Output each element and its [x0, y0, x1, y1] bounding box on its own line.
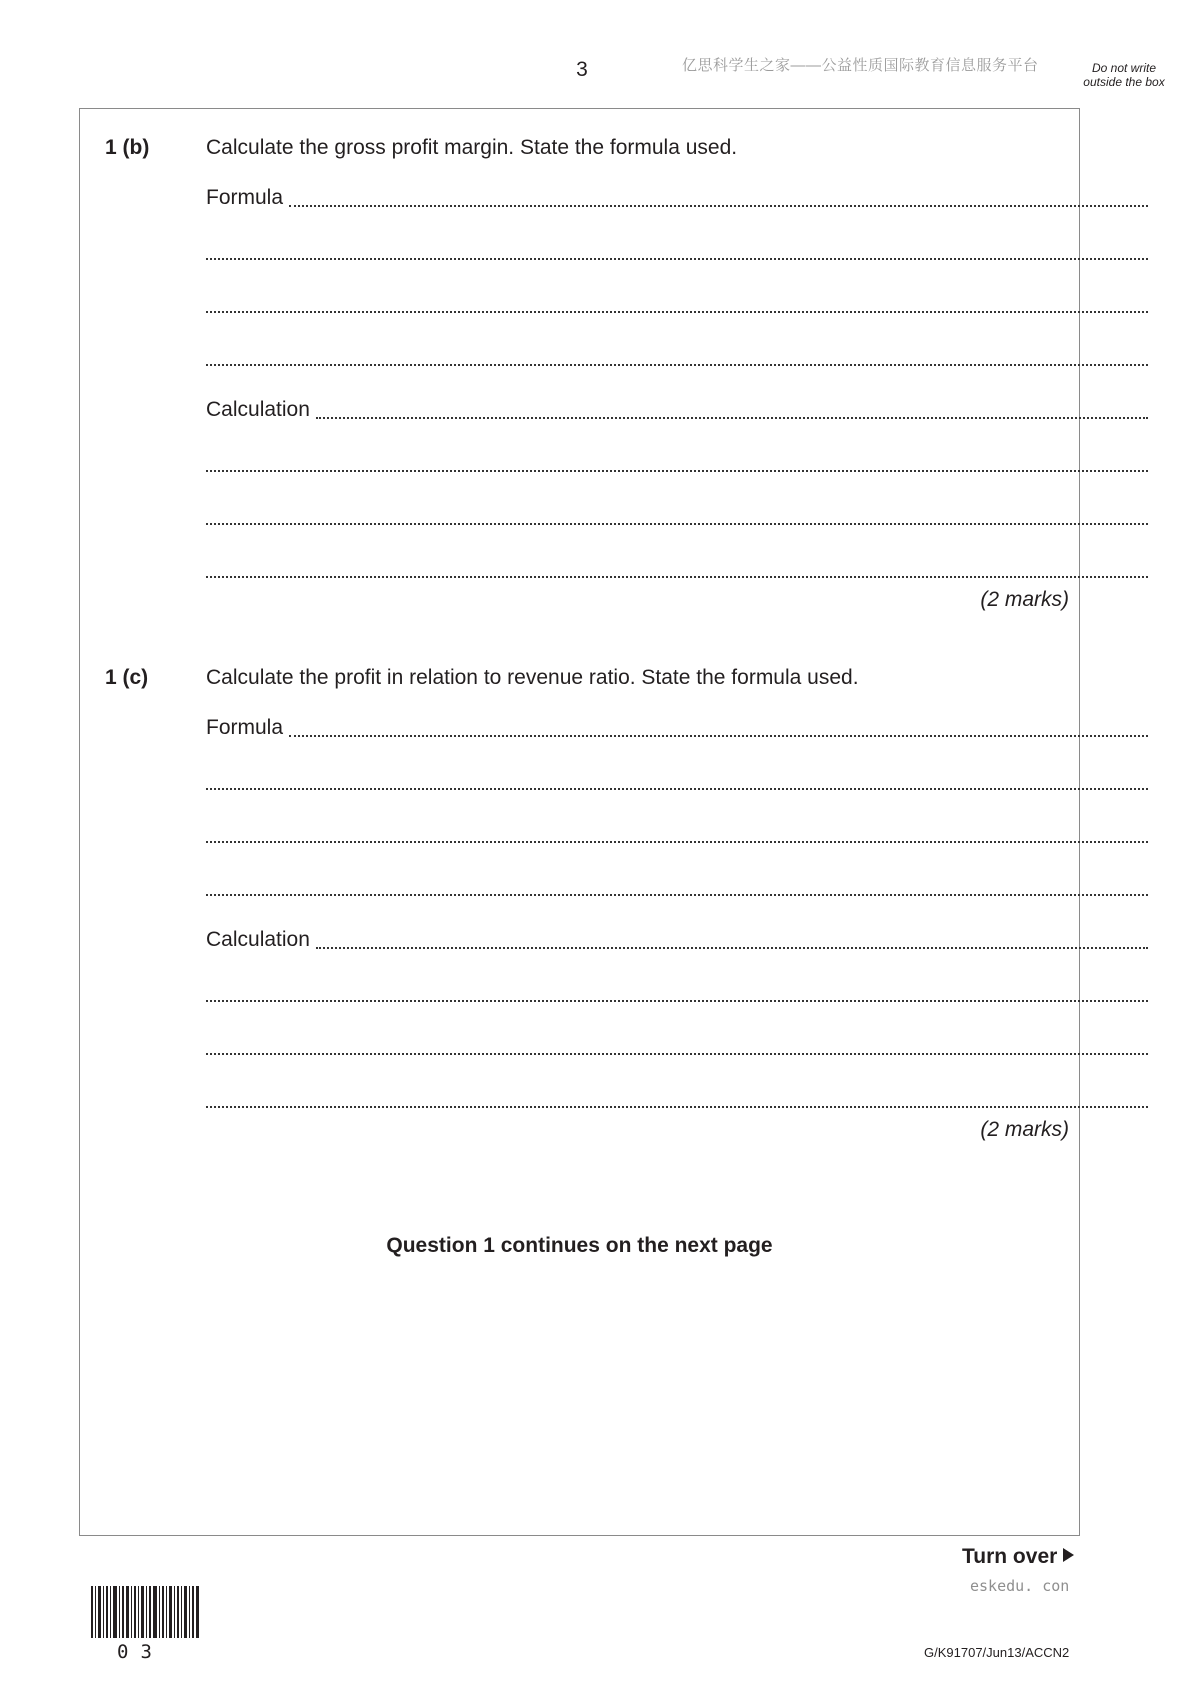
answer-line[interactable]: [206, 557, 1148, 581]
dotted-line: [206, 768, 1148, 790]
calculation-label: Calculation: [206, 398, 310, 421]
answer-line[interactable]: [206, 1034, 1148, 1058]
page-number: 3: [576, 58, 588, 81]
calculation-answer-line[interactable]: [206, 928, 1148, 952]
formula-answer-line[interactable]: [206, 716, 1148, 740]
question-number: 1 (c): [105, 666, 149, 689]
dotted-line: [289, 185, 1148, 207]
dotted-line: [206, 874, 1148, 896]
barcode-digits: 03: [117, 1641, 164, 1663]
answer-line[interactable]: [206, 345, 1148, 369]
answer-box: [79, 108, 1080, 1536]
marks-label: (2 marks): [980, 1118, 1069, 1141]
dotted-line: [289, 715, 1148, 737]
calculation-label: Calculation: [206, 928, 310, 951]
dotted-line: [206, 821, 1148, 843]
answer-line[interactable]: [206, 292, 1148, 316]
formula-label: Formula: [206, 186, 284, 209]
turn-over-text: Turn over: [962, 1545, 1058, 1568]
site-mark: eskedu. con: [970, 1577, 1070, 1595]
paper-code: G/K91707/Jun13/ACCN2: [924, 1645, 1070, 1660]
barcode-icon: [91, 1586, 199, 1638]
dotted-line: [206, 503, 1148, 525]
turn-over-label: [962, 1545, 1074, 1569]
question-text: Calculate the profit in relation to revenue ratio. State the formula used.: [206, 666, 859, 689]
dotted-line: [316, 397, 1148, 419]
question-number: 1 (b): [105, 136, 150, 159]
dotted-line: [206, 1033, 1148, 1055]
continues-notice: Question 1 continues on the next page: [386, 1234, 773, 1257]
formula-answer-line[interactable]: [206, 186, 1148, 210]
marks-label: (2 marks): [980, 588, 1069, 611]
watermark-text: 亿思科学生之家——公益性质国际教育信息服务平台: [682, 57, 1039, 74]
answer-line[interactable]: [206, 822, 1148, 846]
dotted-line: [206, 1086, 1148, 1108]
answer-line[interactable]: [206, 1087, 1148, 1111]
dotted-line: [206, 344, 1148, 366]
dotted-line: [206, 450, 1148, 472]
answer-line[interactable]: [206, 769, 1148, 793]
answer-line[interactable]: [206, 451, 1148, 475]
dotted-line: [206, 556, 1148, 578]
calculation-answer-line[interactable]: [206, 398, 1148, 422]
question-text: Calculate the gross profit margin. State the formula used.: [206, 136, 738, 159]
answer-line[interactable]: [206, 875, 1148, 899]
dotted-line: [206, 291, 1148, 313]
margin-note: Do not write outside the box: [1083, 61, 1165, 89]
dotted-line: [316, 927, 1148, 949]
formula-label: Formula: [206, 716, 284, 739]
answer-line[interactable]: [206, 981, 1148, 1005]
triangle-right-icon: [1063, 1548, 1074, 1562]
dotted-line: [206, 238, 1148, 260]
answer-line[interactable]: [206, 504, 1148, 528]
dotted-line: [206, 980, 1148, 1002]
answer-line[interactable]: [206, 239, 1148, 263]
